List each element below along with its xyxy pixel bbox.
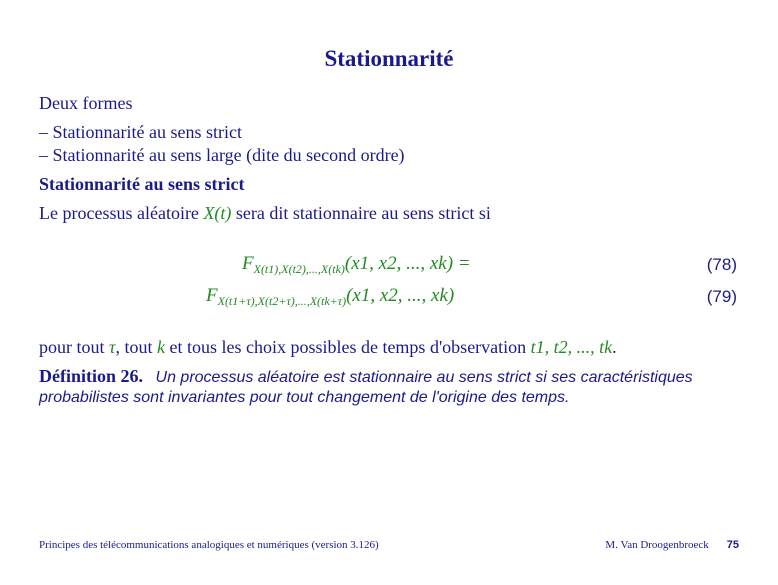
cdf-symbol: F bbox=[206, 285, 218, 306]
slide-title: Stationnarité bbox=[324, 46, 454, 71]
footer-author: M. Van Droogenbroeck bbox=[605, 539, 709, 551]
cdf-subscript: X(t1),X(t2),...,X(tk) bbox=[253, 262, 345, 276]
tau-symbol: τ bbox=[109, 337, 116, 357]
definition-text-line-1: Un processus aléatoire est stationnaire au sens strict si ses caractéristiques bbox=[155, 369, 693, 386]
bullet-strict: – Stationnarité au sens strict bbox=[39, 122, 242, 142]
condition-text: . bbox=[612, 337, 617, 357]
subheading: Stationnarité au sens strict bbox=[39, 174, 245, 194]
cdf-subscript: X(t1+τ),X(t2+τ),...,X(tk+τ) bbox=[217, 294, 347, 308]
condition-sentence bbox=[39, 337, 617, 358]
process-variable: X(t) bbox=[203, 203, 232, 223]
intro-text: Deux formes bbox=[39, 93, 133, 113]
times-list: t1, t2, ..., tk bbox=[530, 337, 613, 357]
definition-label: Définition 26. bbox=[39, 366, 144, 386]
footer-course: Principes des télécommunications analogiques et numériques (version 3.126) bbox=[39, 539, 379, 551]
page-number: 75 bbox=[726, 539, 739, 551]
sentence-suffix: sera dit stationnaire au sens strict si bbox=[231, 203, 491, 223]
definition-sentence bbox=[39, 203, 491, 224]
sentence-prefix: Le processus aléatoire bbox=[39, 203, 204, 223]
k-symbol: k bbox=[156, 337, 165, 357]
definition-text-line-2: probabilistes sont invariantes pour tout changement de l'origine des temps. bbox=[39, 389, 570, 406]
equation-78 bbox=[242, 253, 471, 277]
definition-block bbox=[39, 366, 693, 387]
cdf-symbol: F bbox=[242, 253, 254, 274]
condition-text: et tous les choix possibles de temps d'observation bbox=[164, 337, 531, 357]
condition-text: pour tout bbox=[39, 337, 109, 357]
equation-79 bbox=[206, 285, 454, 309]
cdf-arguments: (x1, x2, ..., xk) bbox=[346, 285, 455, 306]
equation-number-79: (79) bbox=[706, 287, 737, 306]
equation-number-78: (78) bbox=[706, 255, 737, 274]
footer-author-page bbox=[605, 539, 739, 551]
condition-text: , tout bbox=[115, 337, 157, 357]
bullet-large: – Stationnarité au sens large (dite du second ordre) bbox=[39, 145, 405, 165]
cdf-arguments: (x1, x2, ..., xk) = bbox=[344, 253, 471, 274]
